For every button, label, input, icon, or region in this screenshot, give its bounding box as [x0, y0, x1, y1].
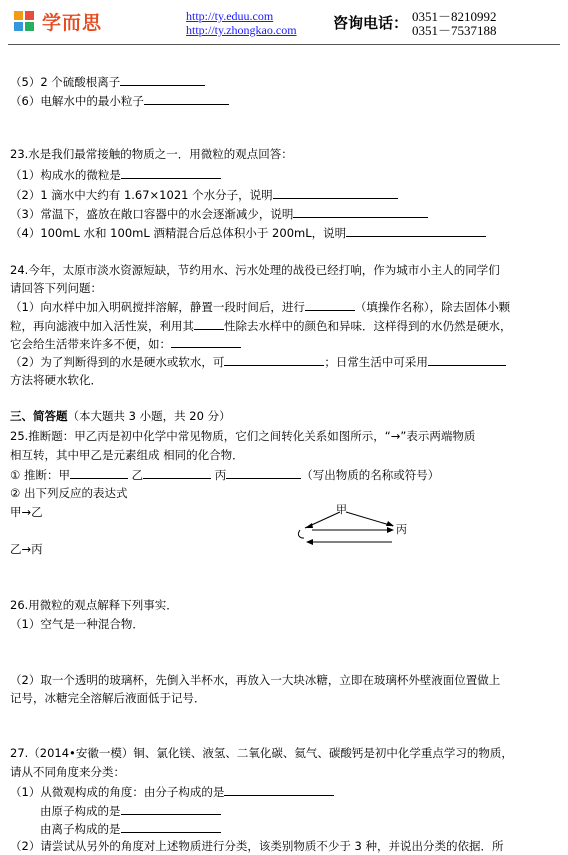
- phone-2: 0351－7537188: [412, 23, 497, 38]
- node-yi-mark: [298, 530, 304, 538]
- q25-r2: 乙→丙: [10, 542, 43, 556]
- answer-blank[interactable]: [273, 186, 398, 199]
- q26-p2-b: 记号，冰糖完全溶解后液面低于记号．: [10, 691, 206, 705]
- node-jia: 甲: [336, 503, 347, 516]
- phone-numbers: [412, 10, 497, 38]
- logo-icon: [12, 9, 38, 35]
- answer-blank[interactable]: [346, 224, 486, 237]
- answer-blank[interactable]: [121, 166, 221, 179]
- q24-p2-a: （2）为了判断得到的水是硬水或软水，可 ；日常生活中可采用: [10, 353, 506, 370]
- q27-p2: （2）请尝试从另外的角度对上述物质进行分类，该类别物质不少于 3 种，并说出分类的依据．所: [10, 839, 504, 853]
- transformation-diagram: [290, 500, 420, 550]
- q24-p1-b: 粒，再向滤液中加入活性炭，利用其 性除去水样中的颜色和异味．这样得到的水仍然是硬水，: [10, 319, 512, 333]
- q27-p1-b: 由原子构成的是: [40, 802, 221, 819]
- answer-blank[interactable]: [224, 783, 334, 796]
- q27-p1: （1）从微观构成的角度：由分子构成的是: [10, 783, 334, 800]
- q22-item5: （5）2 个硫酸根离子: [10, 73, 205, 90]
- header-divider: [8, 44, 560, 45]
- answer-blank[interactable]: [171, 335, 241, 348]
- header-links: [186, 9, 297, 37]
- q26-p1: （1）空气是一种混合物．: [10, 617, 144, 631]
- q25-line1: 25.推断题：甲乙丙是初中化学中常见物质，它们之间转化关系如图所示，“→”表示两端物质: [10, 429, 476, 443]
- arrowhead: [306, 539, 313, 545]
- q25-r1: 甲→乙: [10, 505, 43, 519]
- q23-item4: （4）100mL 水和 100mL 酒精混合后总体积小于 200mL，说明: [10, 224, 486, 241]
- answer-blank[interactable]: [194, 317, 224, 330]
- logo-text: 学而思: [42, 12, 103, 34]
- q24-title-a: 24.今年，太原市淡水资源短缺，节约用水、污水处理的战役已经打响，作为城市小主人的同学们: [10, 263, 500, 277]
- link-eduu[interactable]: http://ty.eduu.com: [186, 9, 274, 23]
- answer-blank[interactable]: [305, 298, 355, 311]
- phone-label: 咨询电话：: [333, 14, 409, 32]
- arrowhead: [387, 527, 394, 533]
- q27-p1-c: 由离子构成的是: [40, 820, 221, 837]
- answer-blank[interactable]: [121, 802, 221, 815]
- page-header: [0, 0, 568, 44]
- q27-title-b: 请从不同角度来分类：: [10, 765, 125, 779]
- q24-p1-a: （1）向水样中加入明矾搅拌溶解，静置一段时间后，进行 （填操作名称），除去固体小颗: [10, 300, 511, 314]
- section-3-heading: 三、简答题（本大题共 3 小题，共 20 分）: [10, 409, 231, 423]
- answer-blank[interactable]: [226, 466, 301, 479]
- arrowhead: [305, 523, 313, 528]
- q24-p1-c: 它会给生活带来许多不便，如：: [10, 335, 241, 352]
- q24-title-b: 请回答下列问题：: [10, 281, 102, 295]
- logo: [12, 8, 102, 35]
- arrowhead: [386, 521, 394, 526]
- answer-blank[interactable]: [120, 73, 205, 86]
- q26-p2-a: （2）取一个透明的玻璃杯，先倒入半杯水，再放入一大块冰糖，立即在玻璃杯外壁液面位置做上: [10, 673, 501, 687]
- node-bing: 丙: [396, 523, 407, 536]
- q23-item1: （1）构成水的微粒是: [10, 166, 221, 183]
- answer-blank[interactable]: [121, 820, 221, 833]
- answer-blank[interactable]: [144, 92, 229, 105]
- q23-item3: （3）常温下，盛放在敞口容器中的水会逐渐减少，说明: [10, 205, 428, 222]
- q22-item6: （6）电解水中的最小粒子: [10, 92, 229, 109]
- q24-p2-b: 方法将硬水软化．: [10, 373, 102, 387]
- answer-blank[interactable]: [428, 353, 506, 366]
- q25-infer: ① 推断：甲 乙 丙 （写出物质的名称或符号）: [10, 468, 440, 482]
- phone-1: 0351－8210992: [412, 9, 497, 24]
- answer-blank[interactable]: [224, 353, 324, 366]
- answer-blank[interactable]: [70, 466, 128, 479]
- q23-item2: （2）1 滴水中大约有 1.67×1021 个水分子，说明: [10, 186, 398, 203]
- q27-title-a: 27.（2014•安徽一模）铜、氯化镁、液氢、二氧化碳、氦气、碳酸钙是初中化学重点学习的物质，: [10, 746, 513, 760]
- answer-blank[interactable]: [293, 205, 428, 218]
- q25-line2: 相互转，其中甲乙是元素组成 相同的化合物．: [10, 448, 244, 462]
- answer-blank[interactable]: [143, 466, 211, 479]
- q23-title: 23.水是我们最常接触的物质之一．用微粒的观点回答：: [10, 147, 293, 161]
- q25-expr: ② 出下列反应的表达式: [10, 486, 128, 500]
- link-zhongkao[interactable]: http://ty.zhongkao.com: [186, 23, 297, 37]
- arrow-jia-bing: [346, 512, 393, 526]
- q26-title: 26.用微粒的观点解释下列事实．: [10, 598, 178, 612]
